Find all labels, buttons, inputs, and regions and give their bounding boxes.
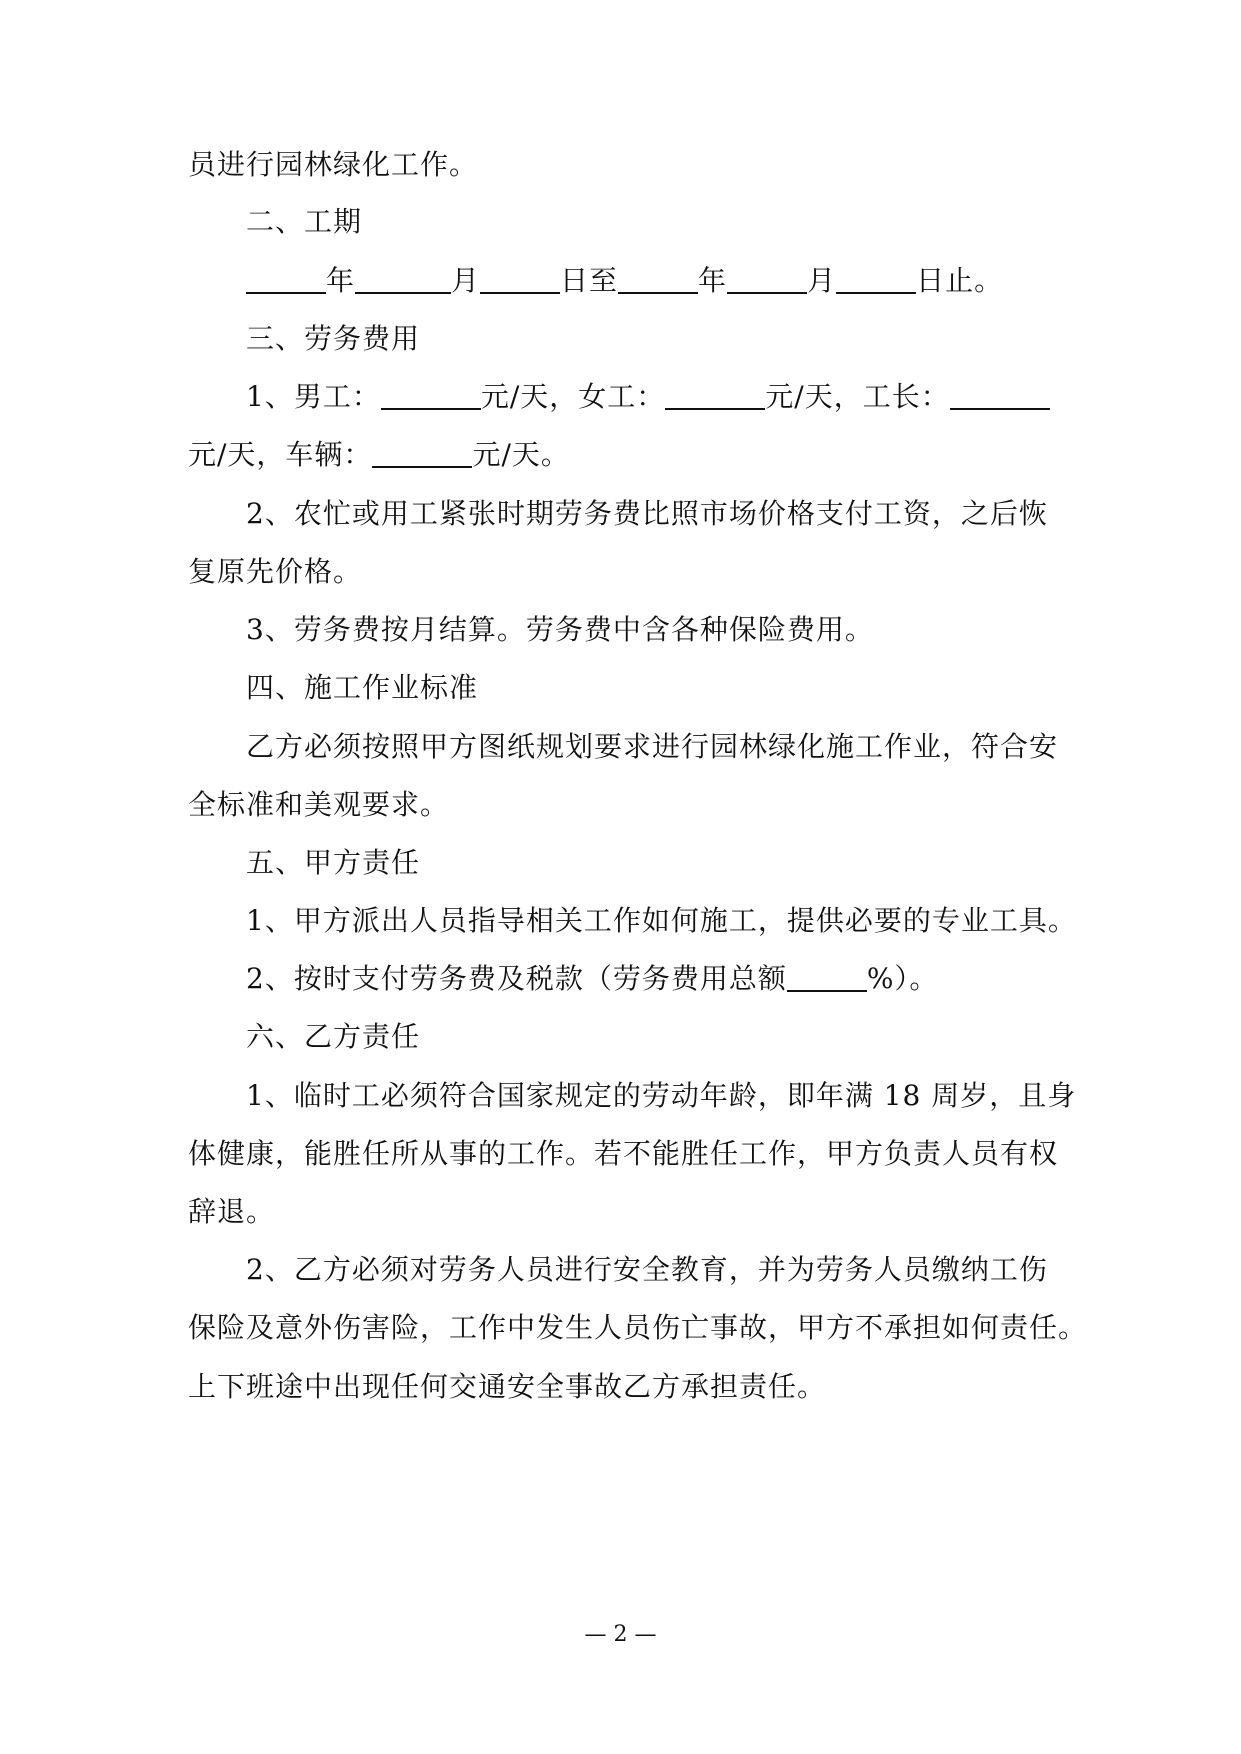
section-heading-fees: 三、劳务费用: [246, 322, 421, 355]
fee-line-1: [246, 377, 1050, 417]
fill-blank: [355, 262, 451, 294]
term-text: 月: [807, 264, 837, 297]
fill-blank: [480, 262, 560, 294]
term-text: 日至: [560, 264, 619, 297]
fee-text: 元/天，车辆：: [188, 438, 373, 471]
term-text: 年: [326, 264, 356, 297]
paragraph-line: 乙方必须按照甲方图纸规划要求进行园林绿化施工作业，符合安: [246, 730, 1059, 763]
paragraph-line: 辞退。: [188, 1195, 276, 1228]
term-text: 月: [451, 264, 481, 297]
term-text: 日止。: [916, 264, 1004, 297]
paragraph-line: 上下班途中出现任何交通安全事故乙方承担责任。: [188, 1370, 827, 1403]
paragraph-line: 保险及意外伤害险，工作中发生人员伤亡事故，甲方不承担如何责任。: [188, 1311, 1088, 1344]
fill-blank: [665, 378, 765, 410]
fill-blank: [727, 262, 807, 294]
page-number: — 2 —: [584, 1622, 657, 1647]
section-heading-term: 二、工期: [246, 205, 363, 238]
tax-line: [246, 959, 938, 999]
term-date-line: [246, 261, 1003, 301]
paragraph-line: 3、劳务费按月结算。劳务费中含各种保险费用。: [246, 613, 874, 646]
fill-blank: [372, 436, 472, 468]
paragraph-line: 体健康，能胜任所从事的工作。若不能胜任工作，甲方负责人员有权: [188, 1137, 1059, 1170]
tax-text: %）。: [866, 962, 939, 995]
fee-text: 元/天，女工：: [480, 380, 666, 413]
paragraph-line: 复原先价格。: [188, 555, 363, 588]
fee-text: 1、男工：: [246, 380, 381, 413]
fee-text: 元/天。: [472, 438, 570, 471]
paragraph-line: 2、乙方必须对劳务人员进行安全教育，并为劳务人员缴纳工伤: [246, 1253, 1048, 1286]
paragraph-line: 员进行园林绿化工作。: [188, 148, 479, 181]
fill-blank: [836, 262, 916, 294]
paragraph-line: 1、甲方派出人员指导相关工作如何施工，提供必要的专业工具。: [246, 904, 1077, 937]
section-heading-standards: 四、施工作业标准: [246, 671, 479, 704]
term-text: 年: [698, 264, 728, 297]
tax-text: 2、按时支付劳务费及税款（劳务费用总额: [246, 962, 787, 995]
section-heading-party-b: 六、乙方责任: [246, 1020, 421, 1053]
fill-blank: [787, 960, 867, 992]
fill-blank: [950, 378, 1050, 410]
fill-blank: [381, 378, 481, 410]
fee-text: 元/天，工长：: [765, 380, 950, 413]
paragraph-line: 全标准和美观要求。: [188, 788, 450, 821]
fill-blank: [618, 262, 698, 294]
fill-blank: [246, 262, 326, 294]
paragraph-line: 2、农忙或用工紧张时期劳务费比照市场价格支付工资，之后恢: [246, 497, 1048, 530]
fee-line-2: [188, 435, 570, 475]
section-heading-party-a: 五、甲方责任: [246, 846, 421, 879]
paragraph-line: 1、临时工必须符合国家规定的劳动年龄，即年满 18 周岁，且身: [246, 1079, 1077, 1112]
